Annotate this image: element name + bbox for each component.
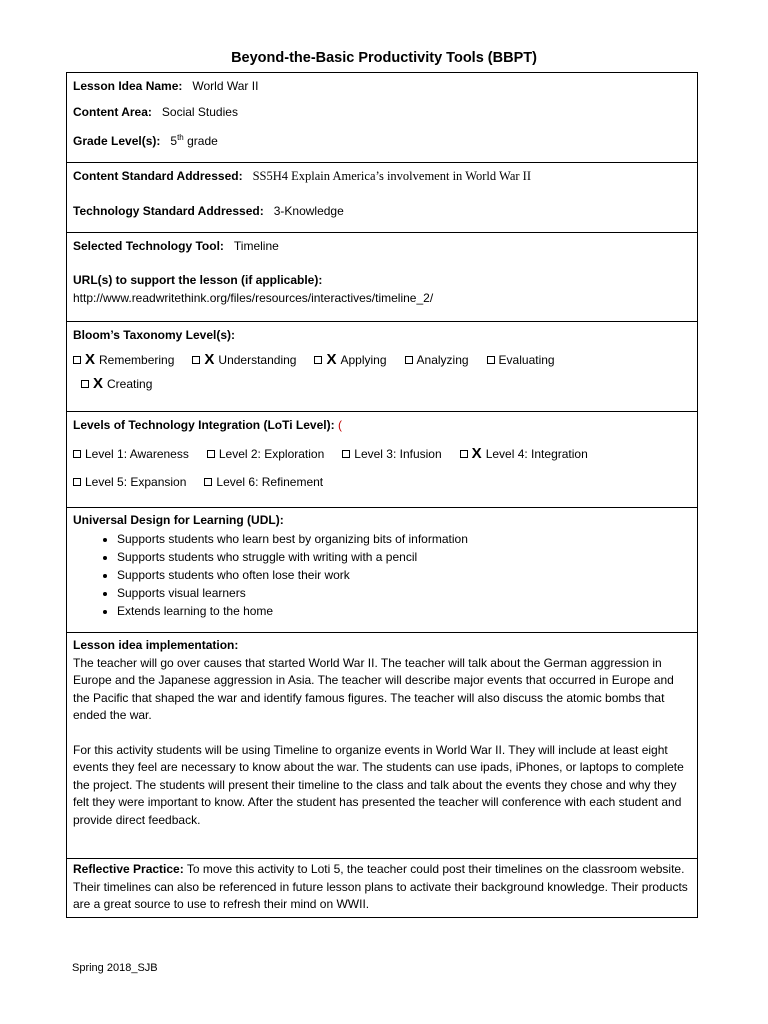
content-standard-label: Content Standard Addressed: — [73, 169, 243, 183]
loti-level-2[interactable]: Level 2: Exploration — [207, 444, 324, 464]
checkbox-icon — [314, 356, 322, 364]
udl-section — [67, 508, 697, 633]
grade-level-label: Grade Level(s): — [73, 134, 161, 148]
grade-level-value: 5th grade — [170, 133, 218, 148]
x-mark-icon: X — [204, 351, 215, 368]
x-mark-icon: X — [326, 351, 337, 368]
reflective-text — [73, 861, 691, 914]
url-label: URL(s) to support the lesson (if applicable): — [73, 273, 323, 287]
implementation-section — [67, 633, 697, 859]
checkbox-icon — [192, 356, 200, 364]
checkbox-icon — [487, 356, 495, 364]
loti-level-3[interactable]: Level 3: Infusion — [342, 444, 441, 464]
blooms-applying[interactable]: X Applying — [314, 350, 386, 370]
lesson-form — [66, 72, 698, 918]
list-item: • Supports students who struggle with writing with a pencil — [117, 548, 691, 566]
x-mark-icon: X — [471, 445, 482, 462]
list-item: • Extends learning to the home — [117, 602, 691, 620]
blooms-creating[interactable]: X Creating — [81, 374, 152, 394]
checkbox-icon — [207, 450, 215, 458]
list-item: • Supports students who often lose their work — [117, 566, 691, 584]
x-mark-icon: X — [85, 351, 96, 368]
checkbox-icon — [73, 356, 81, 364]
checkbox-icon — [73, 450, 81, 458]
list-item: • Supports students who learn best by organizing bits of information — [117, 530, 691, 548]
checkbox-icon — [204, 478, 212, 486]
technology-tool-value: Timeline — [233, 239, 279, 253]
reflective-label: Reflective Practice: — [73, 862, 184, 876]
loti-level-1[interactable]: Level 1: Awareness — [73, 444, 189, 464]
content-standard-value: SS5H4 Explain America’s involvement in World War II — [252, 169, 531, 183]
list-item: • Supports visual learners — [117, 584, 691, 602]
loti-level-5[interactable]: Level 5: Expansion — [73, 472, 186, 492]
checkbox-icon — [460, 450, 468, 458]
technology-tool-label: Selected Technology Tool: — [73, 239, 224, 253]
checkbox-icon — [405, 356, 413, 364]
blooms-analyzing[interactable]: Analyzing — [405, 350, 469, 370]
lesson-name-value: World War II — [192, 79, 259, 93]
implementation-paragraph-2: For this activity students will be using Timeline to organize events in World War II. They will include at least eight events they feel are necessary to know about the war. The students can use ipads, iPhones, or laptops to complete the project. The students will present their timeline to the class and talk about the events they chose and why they felt they were important to know. After the student has presented the teacher will conference with each student and provide direct feedback. — [73, 742, 684, 827]
udl-label: Universal Design for Learning (UDL): — [73, 513, 284, 527]
loti-level-4[interactable]: X Level 4: Integration — [460, 444, 588, 464]
standards-section — [67, 163, 697, 233]
blooms-label: Bloom’s Taxonomy Level(s): — [73, 328, 236, 342]
lesson-name-label: Lesson Idea Name: — [73, 79, 183, 93]
technology-standard-value: 3-Knowledge — [273, 204, 344, 218]
checkbox-icon — [342, 450, 350, 458]
technology-standard-label: Technology Standard Addressed: — [73, 204, 264, 218]
content-area-value: Social Studies — [161, 105, 238, 119]
blooms-evaluating[interactable]: Evaluating — [487, 350, 555, 370]
implementation-paragraph-1: The teacher will go over causes that started World War II. The teacher will talk about the German aggression in Europe and the Japanese aggression in Asia. The teacher will describe major events that occurred in Europe and the Pacific that shaped the war and identify famous figures. The teacher will also discuss the atomic bombs that ended the war. — [73, 655, 674, 722]
loti-section — [67, 412, 697, 508]
blooms-understanding[interactable]: X Understanding — [192, 350, 296, 370]
page-title: Beyond-the-Basic Productivity Tools (BBPT) — [231, 50, 537, 66]
implementation-label: Lesson idea implementation: — [73, 638, 239, 652]
lesson-info-section — [67, 73, 697, 163]
loti-label: Levels of Technology Integration (LoTi Level): — [73, 418, 335, 432]
blooms-remembering[interactable]: X Remembering — [73, 350, 174, 370]
checkbox-icon — [73, 478, 81, 486]
technology-tool-section — [67, 233, 697, 322]
x-mark-icon: X — [93, 375, 104, 392]
loti-paren: ( — [337, 418, 342, 432]
checkbox-icon — [81, 380, 89, 388]
url-link[interactable]: http://www.readwritethink.org/files/resources/interactives/timeline_2/ — [73, 291, 434, 305]
udl-list — [73, 530, 691, 620]
blooms-section — [67, 322, 697, 412]
footer-text: Spring 2018_SJB — [72, 962, 158, 974]
content-area-label: Content Area: — [73, 105, 152, 119]
loti-level-6[interactable]: Level 6: Refinement — [204, 472, 323, 492]
reflective-body: To move this activity to Loti 5, the teacher could post their timelines on the classroom website. Their timelines can also be referenced in future lesson plans to activate their background knowledge. Their products are a great source to use to refresh their mind on WWII. — [73, 862, 688, 911]
reflective-section — [67, 859, 697, 917]
